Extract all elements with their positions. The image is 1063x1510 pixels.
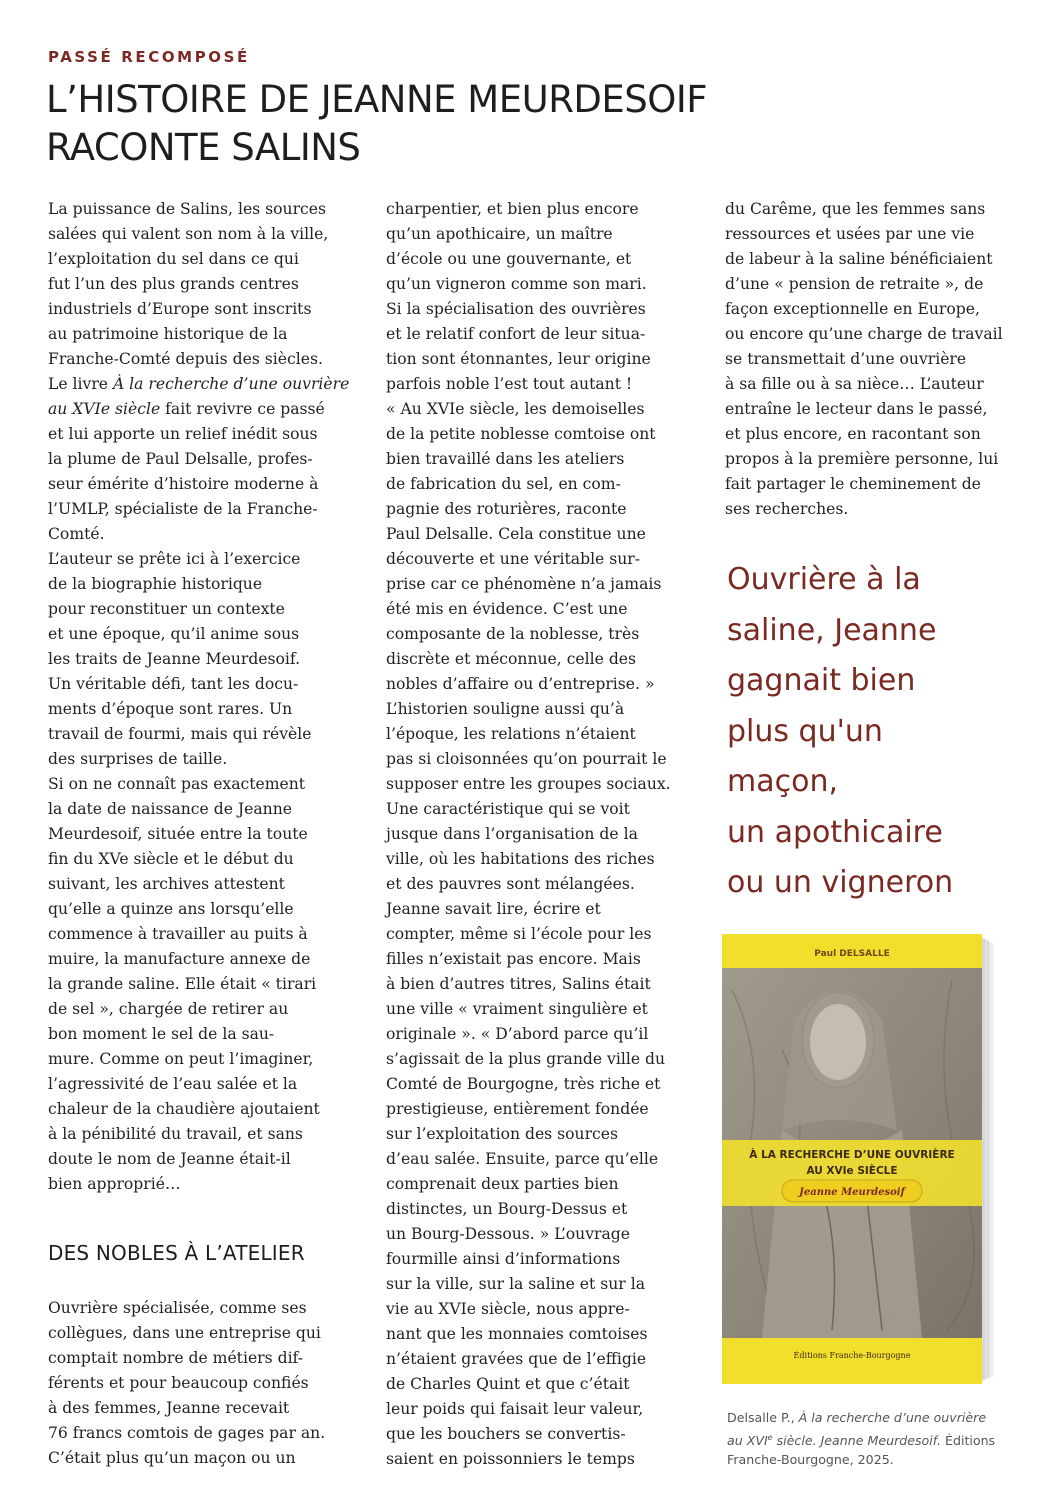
text-line: férents et pour beaucoup confiés — [48, 1374, 309, 1392]
text-line: et plus encore, en racontant son — [725, 425, 981, 443]
text-line: parfois noble l’est tout autant ! — [386, 375, 633, 393]
text-line: et le relatif confort de leur situa- — [386, 325, 646, 343]
column-2 — [386, 197, 686, 1472]
text-line: au patrimoine historique de la — [48, 325, 288, 343]
text-line: maçon, — [727, 764, 839, 799]
pull-quote — [727, 555, 953, 909]
book-subtitle: Jeanne Meurdesoif — [799, 1187, 905, 1198]
book-title-line-2: AU XVIe SIÈCLE — [806, 1165, 898, 1177]
text-line: Ouvrière à la — [727, 562, 921, 597]
text-line: qu’un apothicaire, un maître — [386, 225, 613, 243]
text-line: été mis en évidence. C’est une — [386, 600, 628, 618]
book-publisher: Éditions Franche-Bourgogne — [793, 1351, 911, 1360]
text-line: muire, la manufacture annexe de — [48, 950, 311, 968]
text-line: saline, Jeanne — [727, 612, 937, 648]
text-line: comprenait deux parties bien — [386, 1175, 619, 1193]
text-line: l’UMLP, spécialiste de la Franche- — [48, 500, 318, 518]
text-line: L’historien souligne aussi qu’à — [386, 700, 625, 718]
text-line: qu’elle a quinze ans lorsqu’elle — [48, 900, 294, 918]
article-title — [46, 76, 1036, 172]
caption-line: Franche-Bourgogne, 2025. — [727, 1452, 894, 1468]
text-line: ou encore qu’une charge de travail — [725, 325, 1003, 343]
text-line: Meurdesoif, située entre la toute — [48, 825, 308, 843]
column-3 — [725, 197, 1025, 522]
text-line: de fabrication du sel, en com- — [386, 475, 621, 493]
text-line: ses recherches. — [725, 500, 849, 518]
text-line: bien travaillé dans les ateliers — [386, 450, 625, 468]
text-line: suivant, les archives attestent — [48, 875, 285, 893]
text-line: Une caractéristique qui se voit — [386, 800, 630, 818]
text-line: propos à la première personne, lui — [725, 450, 999, 468]
text-line: que les bouchers se convertis- — [386, 1425, 626, 1443]
section-kicker: PASSÉ RECOMPOSÉ — [48, 48, 250, 66]
text-line: au XVIe siècle fait revivre ce passé — [48, 400, 325, 418]
text-line: la grande saline. Elle était « tirari — [48, 975, 317, 993]
text-line: salées qui valent son nom à la ville, — [48, 225, 329, 243]
text-line: des surprises de taille. — [48, 750, 228, 768]
text-line: filles n’existait pas encore. Mais — [386, 950, 641, 968]
text-line: nant que les monnaies comtoises — [386, 1325, 648, 1343]
text-line: Un véritable défi, tant les docu- — [48, 675, 299, 693]
text-line: de la biographie historique — [48, 575, 263, 593]
text-line: La puissance de Salins, les sources — [48, 200, 326, 218]
text-line: discrète et méconnue, celle des — [386, 650, 637, 668]
title-line-2: RACONTE SALINS — [46, 126, 361, 169]
text-line: Comté de Bourgogne, très riche et — [386, 1075, 661, 1093]
text-line: de labeur à la saline bénéficiaient — [725, 250, 993, 268]
text-line: et des pauvres sont mélangées. — [386, 875, 635, 893]
text-line: mure. Comme on peut l’imaginer, — [48, 1050, 314, 1068]
text-line: d’eau salée. Ensuite, parce qu’elle — [386, 1150, 659, 1168]
text-line: collègues, dans une entreprise qui — [48, 1324, 321, 1342]
title-line-1: L’HISTOIRE DE JEANNE MEURDESOIF — [46, 78, 708, 121]
text-line: à sa fille ou à sa nièce… L’auteur — [725, 375, 984, 393]
text-line: de sel », chargée de retirer au — [48, 1000, 289, 1018]
text-line: n’étaient gravées que de l’effigie — [386, 1350, 647, 1368]
text-line: de Charles Quint et que c’était — [386, 1375, 630, 1393]
caption-line: au XVIe siècle. Jeanne Meurdesoif. Éditions — [727, 1432, 996, 1448]
book-page-edges — [980, 936, 994, 1382]
text-line: jusque dans l’organisation de la — [386, 825, 638, 843]
text-line: fourmille ainsi d’informations — [386, 1250, 621, 1268]
text-line: sur la ville, sur la saline et sur la — [386, 1275, 646, 1293]
text-line: pagnie des roturières, raconte — [386, 500, 627, 518]
text-line: ville, où les habitations des riches — [386, 850, 655, 868]
book-title-line-1: À LA RECHERCHE D’UNE OUVRIÈRE — [749, 1149, 955, 1161]
column-1 — [48, 197, 348, 1197]
text-line: fin du XVe siècle et le début du — [48, 850, 294, 868]
text-line: charpentier, et bien plus encore — [386, 200, 639, 218]
text-line: les traits de Jeanne Meurdesoif. — [48, 650, 301, 668]
text-line: tion sont étonnantes, leur origine — [386, 350, 651, 368]
caption-line: Delsalle P., À la recherche d’une ouvrière — [727, 1410, 987, 1425]
text-line: Paul Delsalle. Cela constitue une — [386, 525, 646, 543]
text-line: pour reconstituer un contexte — [48, 600, 285, 618]
text-line: Si la spécialisation des ouvrières — [386, 300, 646, 318]
text-line: prestigieuse, entièrement fondée — [386, 1100, 649, 1118]
text-line: bon moment le sel de la sau- — [48, 1025, 275, 1043]
text-line: compter, même si l’école pour les — [386, 925, 652, 943]
text-line: chaleur de la chaudière ajoutaient — [48, 1100, 320, 1118]
text-line: du Carême, que les femmes sans — [725, 200, 986, 218]
text-line: à des femmes, Jeanne recevait — [48, 1399, 290, 1417]
text-line: l’agressivité de l’eau salée et la — [48, 1075, 298, 1093]
text-line: et lui apporte un relief inédit sous — [48, 425, 318, 443]
text-line: à bien d’autres titres, Salins était — [386, 975, 651, 993]
text-line: pas si cloisonnées qu’on pourrait le — [386, 750, 667, 768]
text-line: façon exceptionnelle en Europe, — [725, 300, 980, 318]
text-line: Si on ne connaît pas exactement — [48, 775, 306, 793]
text-line: et une époque, qu’il anime sous — [48, 625, 300, 643]
text-line: ressources et usées par une vie — [725, 225, 975, 243]
text-line: sur l’exploitation des sources — [386, 1125, 618, 1143]
text-line: d’école ou une gouvernante, et — [386, 250, 632, 268]
text-line: bien approprié… — [48, 1175, 181, 1193]
book-cover — [722, 930, 1004, 1390]
text-line: l’époque, les relations n’étaient — [386, 725, 636, 743]
text-line: composante de la noblesse, très — [386, 625, 640, 643]
text-line: un apothicaire — [727, 814, 943, 850]
book-author: Paul DELSALLE — [814, 949, 890, 959]
text-line: Comté. — [48, 525, 105, 543]
text-line: travail de fourmi, mais qui révèle — [48, 725, 312, 743]
text-line: commence à travailler au puits à — [48, 925, 308, 943]
text-line: « Au XVIe siècle, les demoiselles — [386, 400, 645, 418]
text-line: vie au XVIe siècle, nous appre- — [386, 1300, 630, 1318]
text-line: à la pénibilité du travail, et sans — [48, 1125, 303, 1143]
text-line: Jeanne savait lire, écrire et — [386, 900, 601, 918]
text-line: l’exploitation du sel dans ce qui — [48, 250, 299, 268]
text-line: une ville « vraiment singulière et — [386, 1000, 648, 1018]
column-1-continued — [48, 1296, 348, 1471]
text-line: leur poids qui faisait leur valeur, — [386, 1400, 644, 1418]
text-line: doute le nom de Jeanne était-il — [48, 1150, 291, 1168]
text-line: originale ». « D’abord parce qu’il — [386, 1025, 649, 1043]
text-line: comptait nombre de métiers dif- — [48, 1349, 304, 1367]
text-line: ou un vigneron — [727, 865, 954, 900]
text-line: nobles d’affaire ou d’entreprise. » — [386, 675, 655, 693]
text-line: Franche-Comté depuis des siècles. — [48, 350, 323, 368]
text-line: de la petite noblesse comtoise ont — [386, 425, 656, 443]
text-line: seur émérite d’histoire moderne à — [48, 475, 319, 493]
text-line: la plume de Paul Delsalle, profes- — [48, 450, 313, 468]
text-line: se transmettait d’une ouvrière — [725, 350, 967, 368]
text-line: découverte et une véritable sur- — [386, 550, 641, 568]
text-line: un Bourg-Dessous. » L’ouvrage — [386, 1225, 630, 1243]
text-line: ments d’époque sont rares. Un — [48, 700, 293, 718]
text-line: supposer entre les groupes sociaux. — [386, 775, 671, 793]
text-line: distinctes, un Bourg-Dessus et — [386, 1200, 628, 1218]
image-caption — [727, 1408, 995, 1470]
text-line: qu’un vigneron comme son mari. — [386, 275, 647, 293]
text-line: Le livre À la recherche d’une ouvrière — [48, 375, 350, 393]
text-line: prise car ce phénomène n’a jamais — [386, 575, 662, 593]
text-line: d’une « pension de retraite », de — [725, 275, 984, 293]
text-line: L’auteur se prête ici à l’exercice — [48, 550, 301, 568]
text-line: la date de naissance de Jeanne — [48, 800, 292, 818]
text-line: 76 francs comtois de gages par an. — [48, 1424, 326, 1442]
text-line: fait partager le cheminement de — [725, 475, 981, 493]
text-line: C’était plus qu’un maçon ou un — [48, 1449, 296, 1467]
subheading: DES NOBLES À L’ATELIER — [48, 1241, 305, 1265]
text-line: gagnait bien — [727, 663, 916, 698]
text-line: fut l’un des plus grands centres — [48, 275, 299, 293]
text-line: plus qu'un — [727, 713, 883, 749]
text-line: entraîne le lecteur dans le passé, — [725, 400, 988, 418]
text-line: industriels d’Europe sont inscrits — [48, 300, 312, 318]
text-line: Ouvrière spécialisée, comme ses — [48, 1299, 307, 1317]
text-line: saient en poissonniers le temps — [386, 1450, 635, 1468]
text-line: s’agissait de la plus grande ville du — [386, 1050, 666, 1068]
